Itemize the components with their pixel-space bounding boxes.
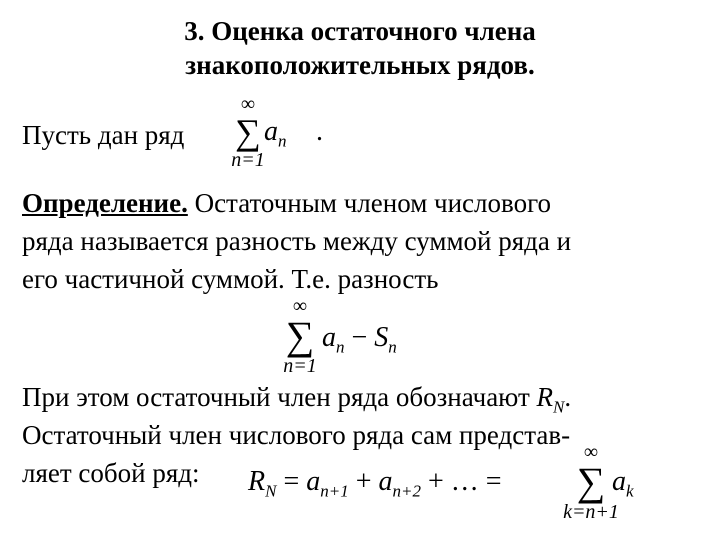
remainder-symbol: R: [536, 382, 554, 412]
formula1-expression: [322, 322, 397, 358]
formula2-a1: a: [306, 466, 321, 497]
formula1-s: S: [374, 322, 389, 353]
formula1-sum-lower: n=1: [283, 355, 317, 377]
intro-sum: [228, 94, 268, 170]
definition-line-1-text: Остаточным членом числового: [187, 188, 551, 218]
intro-term-index: n: [278, 131, 287, 151]
formula1-s-index: n: [388, 337, 397, 357]
formula1-sum-upper: ∞: [292, 295, 308, 317]
formula1-term-a: a: [322, 322, 336, 353]
formula2-a1-index: n+1: [320, 481, 349, 501]
formula2-r-index: N: [265, 481, 277, 501]
remainder-symbol-index: N: [553, 397, 565, 417]
formula2-plus: +: [348, 466, 379, 497]
formula2-term: [612, 466, 634, 502]
intro-sum-lower: n=1: [231, 149, 265, 171]
formula2-a2: a: [378, 466, 393, 497]
slide-title: [0, 14, 720, 82]
remainder-line-1-text: При этом остаточный член ряда обозначают: [22, 382, 537, 412]
remainder-line-3: ляет собой ряд:: [22, 458, 200, 488]
definition-line-1: [22, 184, 551, 222]
intro-period: .: [316, 116, 323, 147]
remainder-line-2: Остаточный член числового ряда сам представ-: [22, 420, 571, 450]
definition-label: Определение.: [22, 188, 188, 218]
remainder-line-1-end: .: [564, 382, 572, 412]
formula2-term-index: k: [626, 481, 634, 501]
intro-text: Пусть дан ряд: [22, 120, 185, 150]
title-line-1: 3. Оценка остаточного члена: [184, 16, 536, 46]
intro-term-a: a: [264, 116, 278, 147]
formula1-term-index: n: [336, 337, 345, 357]
formula2-a2-index: n+2: [392, 481, 422, 501]
formula1-sum: [278, 296, 322, 376]
formula1-minus: −: [344, 322, 375, 353]
definition-line-3: его частичной суммой. Т.е. разность: [22, 264, 439, 294]
formula2-eq: =: [276, 466, 307, 497]
formula2-sum-upper: ∞: [583, 441, 599, 463]
intro-sum-upper: ∞: [240, 93, 256, 115]
definition-line-2: ряда называется разность между суммой ряда и: [22, 226, 572, 256]
title-line-2: знакоположительных рядов.: [185, 50, 535, 80]
sigma-icon: ∑: [285, 313, 315, 358]
formula2-expression: [248, 466, 502, 502]
formula2-sum-lower: k=n+1: [563, 501, 619, 523]
formula2-r: R: [248, 466, 266, 497]
formula2-term-a: a: [612, 466, 626, 497]
sigma-icon: ∑: [235, 112, 261, 152]
intro-term: [264, 116, 287, 152]
formula2-ellipsis-eq: + … =: [421, 466, 502, 497]
sigma-icon: ∑: [576, 459, 606, 504]
